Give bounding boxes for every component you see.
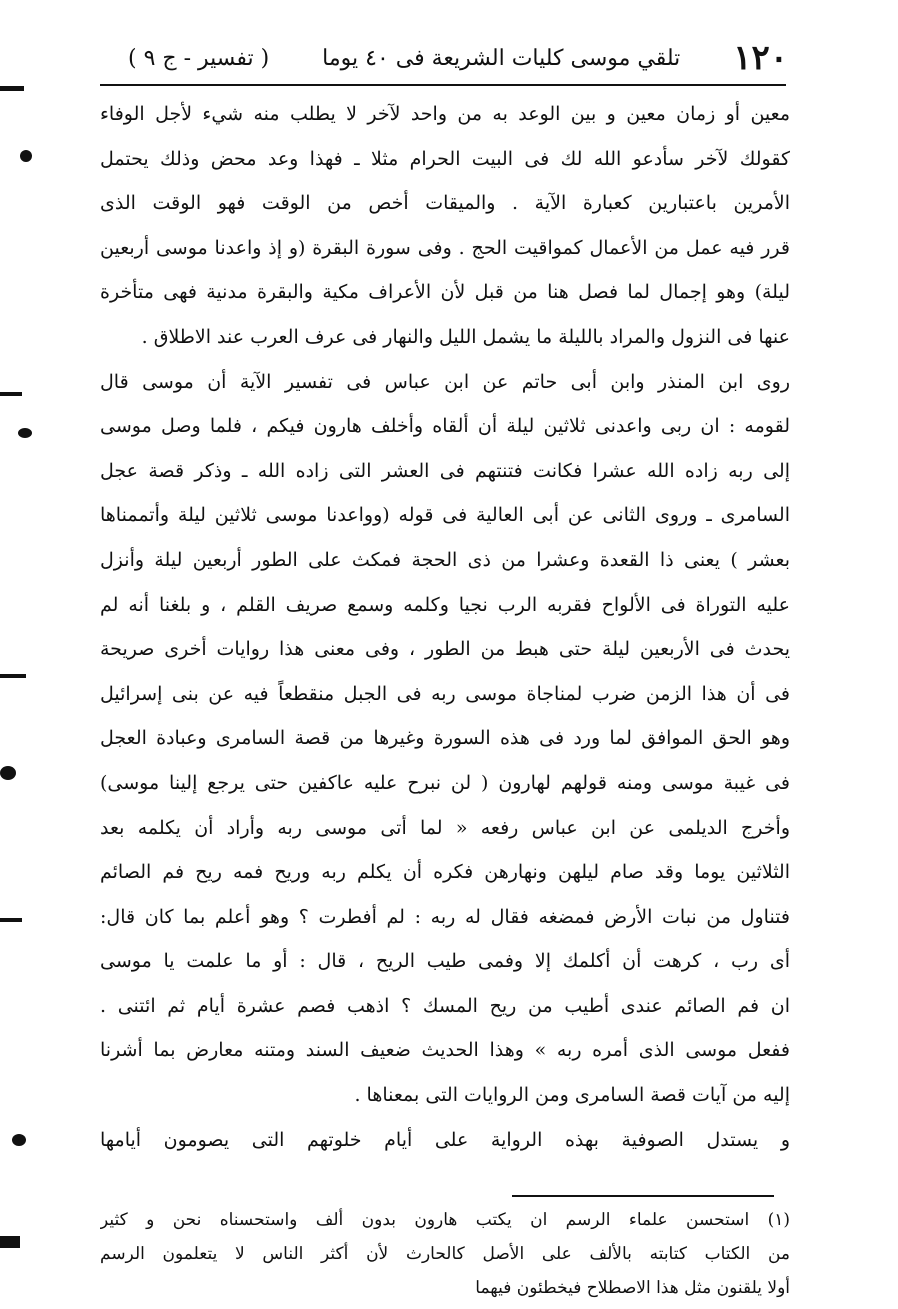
text-line: روى ابن المنذر وابن أبى حاتم عن ابن عباس فى تفسير الآية أن موسى قال <box>100 370 790 393</box>
running-title: تلقي موسى كليات الشريعة فى ٤٠ يوما <box>322 45 681 71</box>
text-line: عنها فى النزول والمراد بالليلة ما يشمل الليل والنهار فى عرف العرب عند الاطلاق . <box>141 325 790 348</box>
binding-mark <box>20 150 32 162</box>
binding-mark <box>0 86 24 91</box>
text-line: ان فم الصائم عندى أطيب من ريح المسك ؟ اذهب فصم عشرة أيام ثم ائتنى . <box>100 994 790 1017</box>
section-label: ( تفسير - ج ٩ ) <box>128 45 270 71</box>
text-line: بعشر ) يعنى ذا القعدة وعشرا من ذى الحجة فمكث على الطور أربعين ليلة وأنزل <box>100 548 790 571</box>
text-line: ليلة) وهو إجمال لما فصل هنا من قبل لأن الأعراف مكية والبقرة مدنية فهى متأخرة <box>100 281 790 304</box>
binding-mark <box>18 428 32 438</box>
text-line: أى رب ، كرهت أن أكلمك إلا وفمى طيب الريح ، قال : أو ما علمت يا موسى <box>100 950 790 973</box>
text-line: السامرى ـ وروى الثانى عن أبى العالية فى قوله (وواعدنا موسى ثلاثين ليلة وأتممناها <box>100 504 790 527</box>
footnote-line: (١) استحسن علماء الرسم ان يكتب هارون بدون ألف واستحسناه نحن و كثير <box>100 1210 790 1230</box>
body-text <box>100 92 790 1162</box>
text-line: فتناول من نبات الأرض فمضغه فقال له ربه : لم أفطرت ؟ وهو أعلم بما كان قال: <box>100 905 790 928</box>
text-line: كقولك لآخر سأدعو الله لك فى البيت الحرام مثلا ـ فهذا وعد محض وذلك يحتمل <box>100 147 790 170</box>
binding-mark <box>0 918 22 922</box>
binding-mark <box>0 674 26 678</box>
text-line: ففعل موسى الذى أمره ربه » وهذا الحديث ضعيف السند ومتنه معارض بما أشرنا <box>100 1039 790 1062</box>
binding-mark <box>12 1134 26 1146</box>
text-line: فى غيبة موسى ومنه قولهم لهارون ( لن نبرح عليه عاكفين حتى يرجع إلينا موسى) <box>100 771 790 794</box>
binding-mark <box>0 392 22 396</box>
text-line: وأخرج الديلمى عن ابن عباس رفعه « لما أتى موسى ربه وأراد أن يكلمه بعد <box>100 816 790 839</box>
page-header <box>128 36 788 80</box>
text-line: فى أن هذا الزمن ضرب لمناجاة موسى ربه فى الجبل منقطعاً فيه عن بنى إسرائيل <box>100 682 790 705</box>
text-line: الثلاثين يوما وقد صام ليلهن ونهارهن فكره أن يكلم ربه وريح فمه ريح فم الصائم <box>100 861 790 884</box>
text-line: يحدث فى الأربعين ليلة حتى هبط من الطور ، وفى معنى هذا روايات أخرى صريحة <box>100 638 790 661</box>
text-line: و يستدل الصوفية بهذه الرواية على أيام خلوتهم التى يصومون أيامها <box>100 1128 790 1151</box>
footnote-line: أولا يلقنون مثل هذا الاصطلاح فيخطئون فيهما <box>475 1278 790 1298</box>
footnote-line: من الكتاب كتابته بالألف على الأصل كالحارث لأن أكثر الناس لا يتعلمون الرسم <box>100 1244 790 1264</box>
page-number: ١٢٠ <box>733 38 788 78</box>
text-line: الأمرين باعتبارين كعبارة الآية . والميقات أخص من الوقت فهو الوقت الذى <box>100 192 790 215</box>
footnotes <box>100 1203 790 1305</box>
binding-mark <box>0 766 16 780</box>
text-line: وهو الحق الموافق لما ورد فى هذه السورة وغيرها من قصة السامرى وعبادة العجل <box>100 727 790 750</box>
text-line: قرر فيه عمل من الأعمال كمواقيت الحج . وفى سورة البقرة (و إذ واعدنا موسى أربعين <box>100 236 790 259</box>
text-line: إليه من آيات قصة السامرى ومن الروايات التى بمعناها . <box>354 1084 790 1107</box>
text-line: عليه التوراة فى الألواح فقربه الرب نجيا وكلمه وسمع صريف القلم ، و بلغنا أنه لم <box>100 593 790 616</box>
text-line: إلى ربه زاده الله عشرا فكانت فتنتهم فى العشر التى زاده الله ـ وذكر قصة عجل <box>100 459 790 482</box>
text-line: معين أو زمان معين و بين الوعد به من واحد لآخر لا يطلب منه شيء لأجل الوفاء <box>100 103 790 125</box>
footnote-rule <box>512 1195 774 1197</box>
text-line: لقومه : ان ربى واعدنى ثلاثين ليلة أن ألقاه وأخلف هارون فيكم ، فلما وصل موسى <box>100 415 790 438</box>
header-rule <box>100 84 786 86</box>
binding-mark <box>0 1236 20 1248</box>
